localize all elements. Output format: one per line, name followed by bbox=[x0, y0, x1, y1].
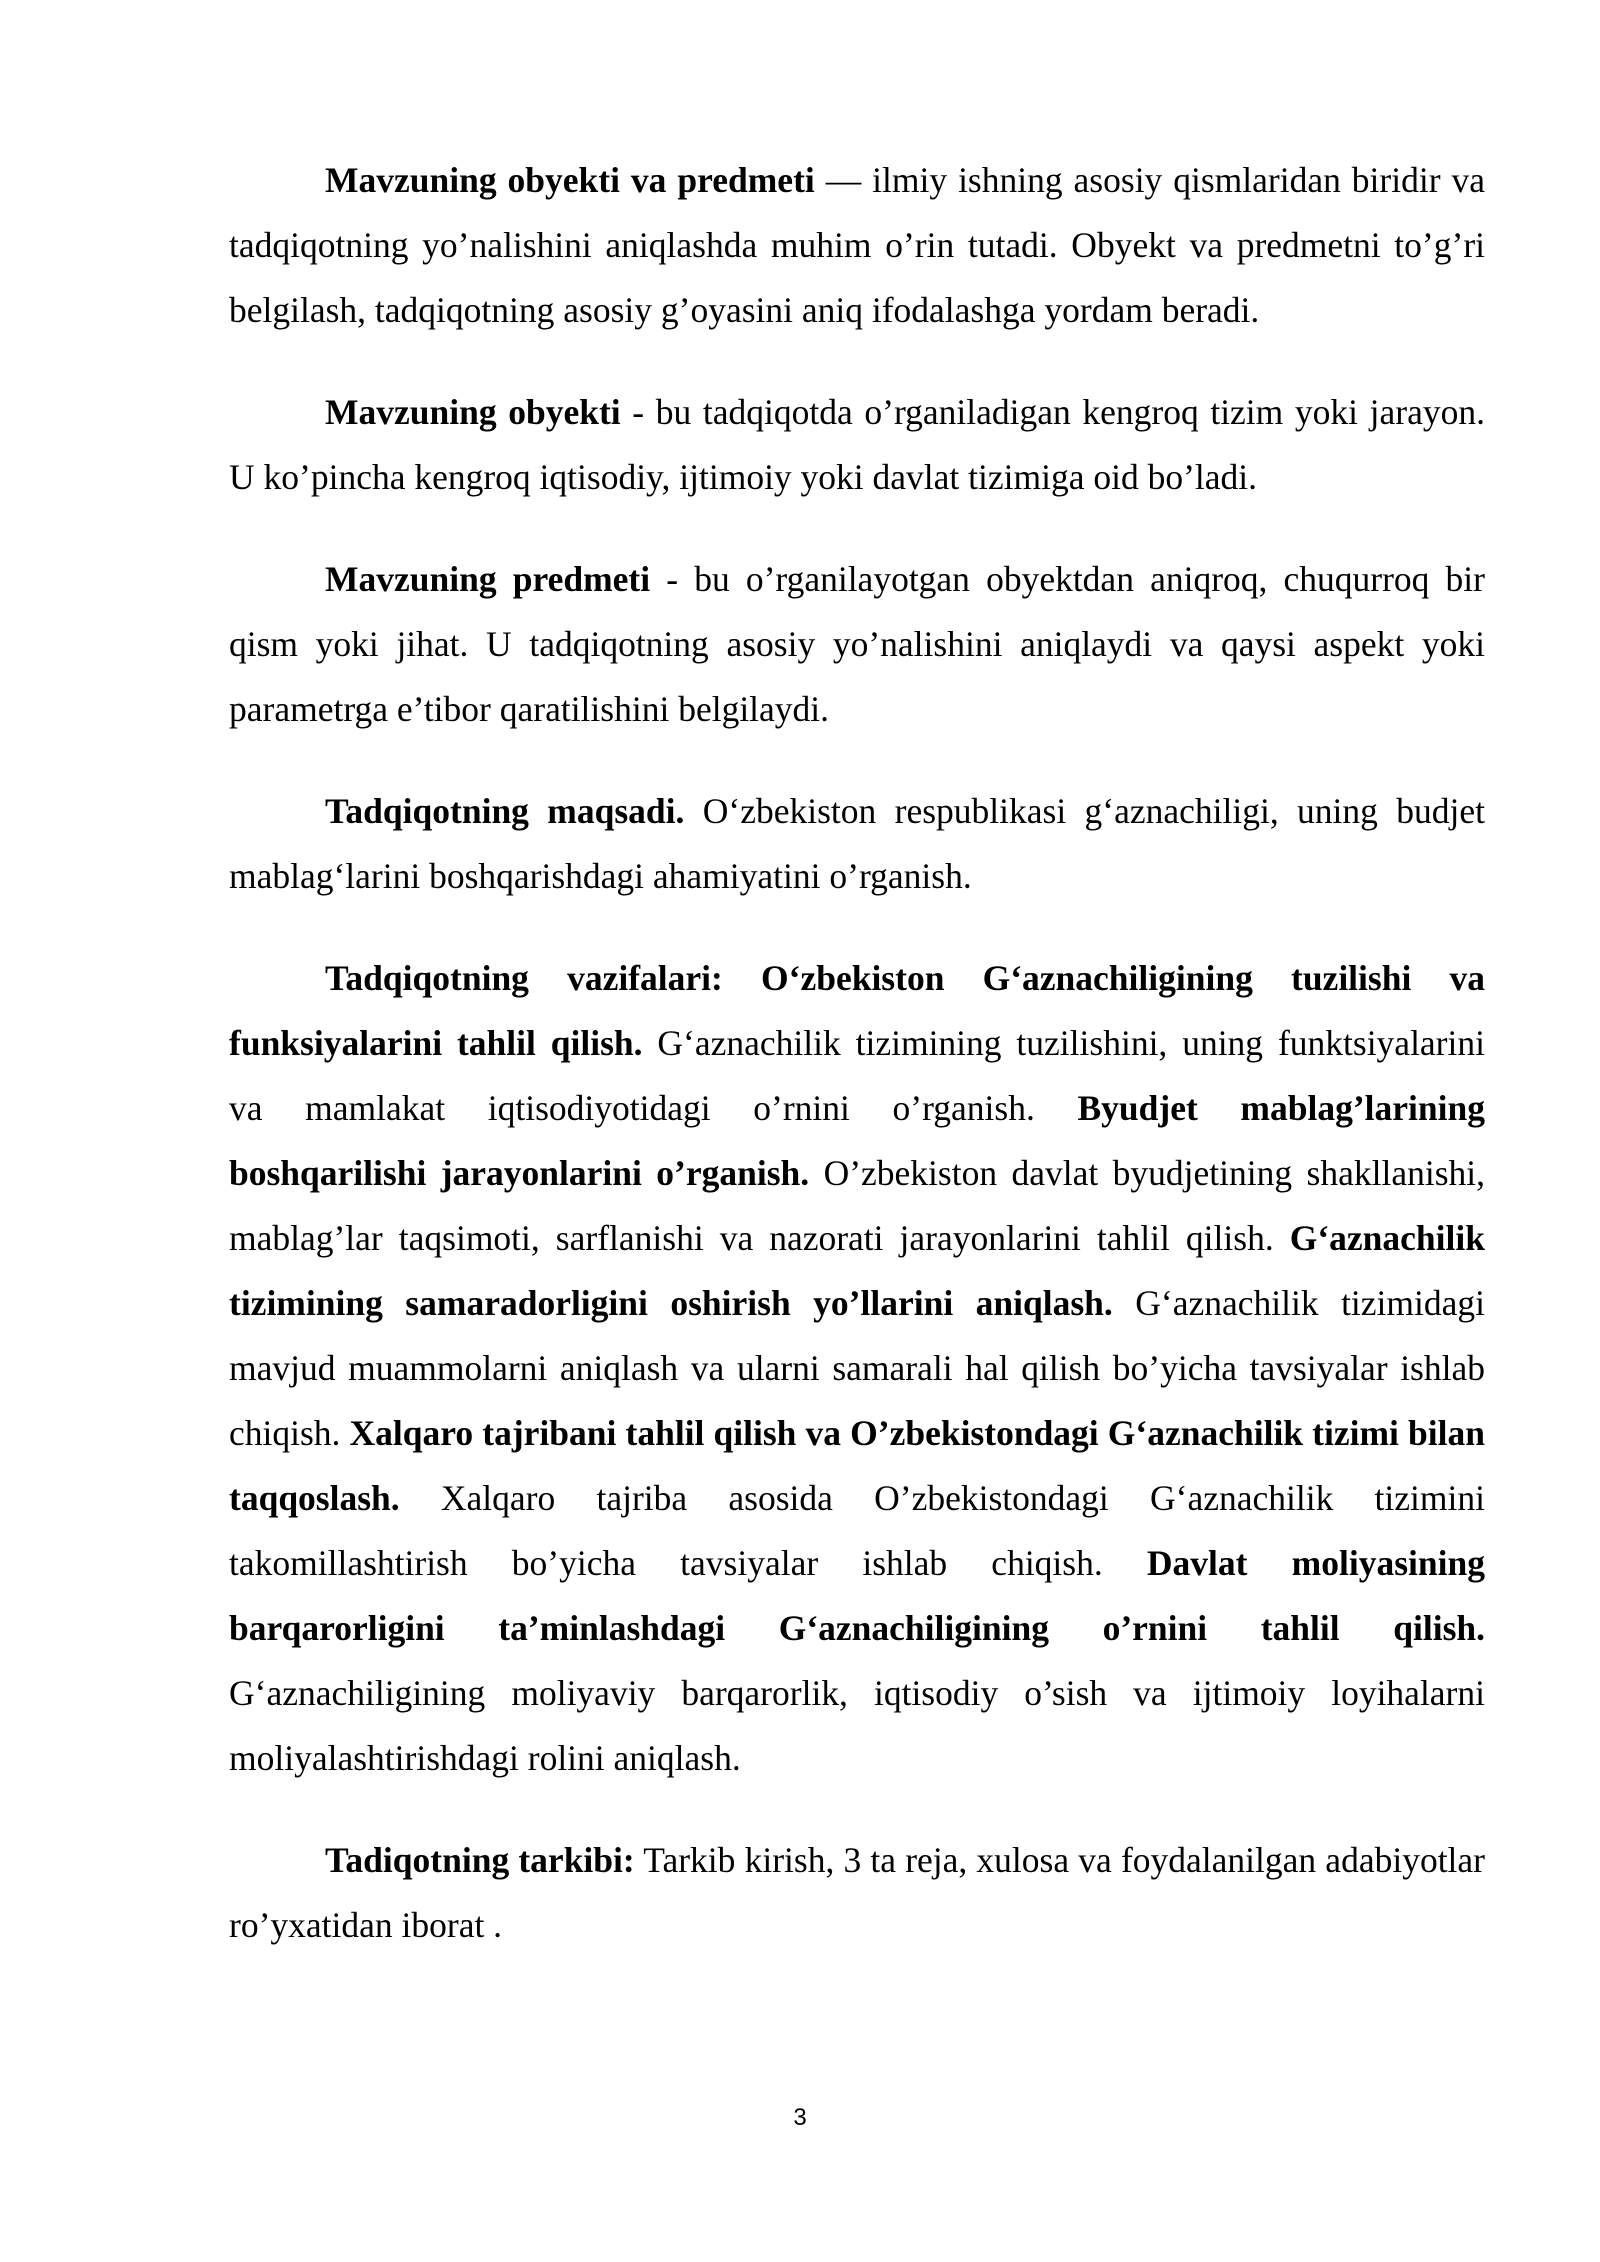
paragraph-heading: Tadqiqotning maqsadi. bbox=[325, 791, 685, 831]
paragraph-heading: Tadiqotning tarkibi: bbox=[325, 1840, 635, 1880]
paragraph-heading: Tadqiqotning vazifalari: O‘zbekiston G‘aznachiligining tuzilishi va funksiyalarini tahlil qilish. bbox=[229, 958, 1485, 1063]
paragraph-text: - bu tadqiqotda o’rganiladigan kengroq tizim yoki jarayon. U ko’pincha kengroq iqtisodiy, ijtimoiy yoki davlat tizimiga oid bo’ladi. bbox=[229, 392, 1485, 497]
paragraph-obyekti bbox=[229, 380, 1485, 510]
paragraph-heading: Mavzuning obyekti va predmeti bbox=[325, 160, 815, 200]
paragraph-text: O‘zbekiston respublikasi g‘aznachiligi, uning budjet mablag‘larini boshqarishdagi ahamiyatini o’rganish. bbox=[229, 791, 1486, 896]
paragraph-obyekt-predmet bbox=[229, 148, 1485, 343]
task-heading: Davlat moliyasining barqarorligini ta’minlashdagi G‘aznachiligining o’rnini tahlil qilish. bbox=[229, 1543, 1485, 1648]
paragraph-text: Tarkib kirish, 3 ta reja, xulosa va foydalanilgan adabiyotlar ro’yxatidan iborat . bbox=[229, 1840, 1485, 1945]
paragraph-heading: Mavzuning obyekti bbox=[325, 392, 621, 432]
paragraph-text: G‘aznachiligining moliyaviy barqarorlik, iqtisodiy o’sish va ijtimoiy loyihalarni moliyalashtirishdagi rolini aniqlash. bbox=[229, 1673, 1485, 1778]
paragraph-text: — ilmiy ishning asosiy qismlaridan biridir va tadqiqotning yo’nalishini aniqlashda muhim o’rin tutadi. Obyekt va predmetni to’g’ri belgilash, tadqiqotning asosiy g’oyasini aniq ifodalashga yordam beradi. bbox=[229, 160, 1485, 330]
paragraph-text: O’zbekiston davlat byudjetining shakllanishi, mablag’lar taqsimoti, sarflanishi va nazorati jarayonlarini tahlil qilish. bbox=[229, 1153, 1485, 1258]
paragraph-maqsadi bbox=[229, 779, 1485, 909]
paragraph-vazifalari bbox=[229, 946, 1485, 1791]
page-number: 3 bbox=[793, 2104, 807, 2131]
task-heading: Byudjet mablag’larining boshqarilishi jarayonlarini o’rganish. bbox=[229, 1088, 1485, 1193]
paragraph-text: G‘aznachilik tizimidagi mavjud muammolarni aniqlash va ularni samarali hal qilish bo’yicha tavsiyalar ishlab chiqish. bbox=[229, 1283, 1486, 1453]
document-page bbox=[229, 148, 1485, 1995]
paragraph-heading: Mavzuning predmeti bbox=[325, 559, 651, 599]
task-heading: Xalqaro tajribani tahlil qilish va O’zbekistondagi G‘aznachilik tizimi bilan taqqoslash. bbox=[229, 1413, 1485, 1518]
paragraph-text: G‘aznachilik tizimining tuzilishini, uning funktsiyalarini va mamlakat iqtisodiyotidagi o’rnini o’rganish. bbox=[229, 1023, 1485, 1128]
paragraph-text: - bu o’rganilayotgan obyektdan aniqroq, chuqurroq bir qism yoki jihat. U tadqiqotning asosiy yo’nalishini aniqlaydi va qaysi aspekt yoki parametrga e’tibor qaratilishini belgilaydi. bbox=[229, 559, 1485, 729]
paragraph-text: Xalqaro tajriba asosida O’zbekistondagi G‘aznachilik tizimini takomillashtirish bo’yicha tavsiyalar ishlab chiqish. bbox=[229, 1478, 1485, 1583]
paragraph-predmeti bbox=[229, 547, 1485, 742]
task-heading: G‘aznachilik tizimining samaradorligini oshirish yo’llarini aniqlash. bbox=[229, 1218, 1485, 1323]
paragraph-tarkibi bbox=[229, 1828, 1485, 1958]
